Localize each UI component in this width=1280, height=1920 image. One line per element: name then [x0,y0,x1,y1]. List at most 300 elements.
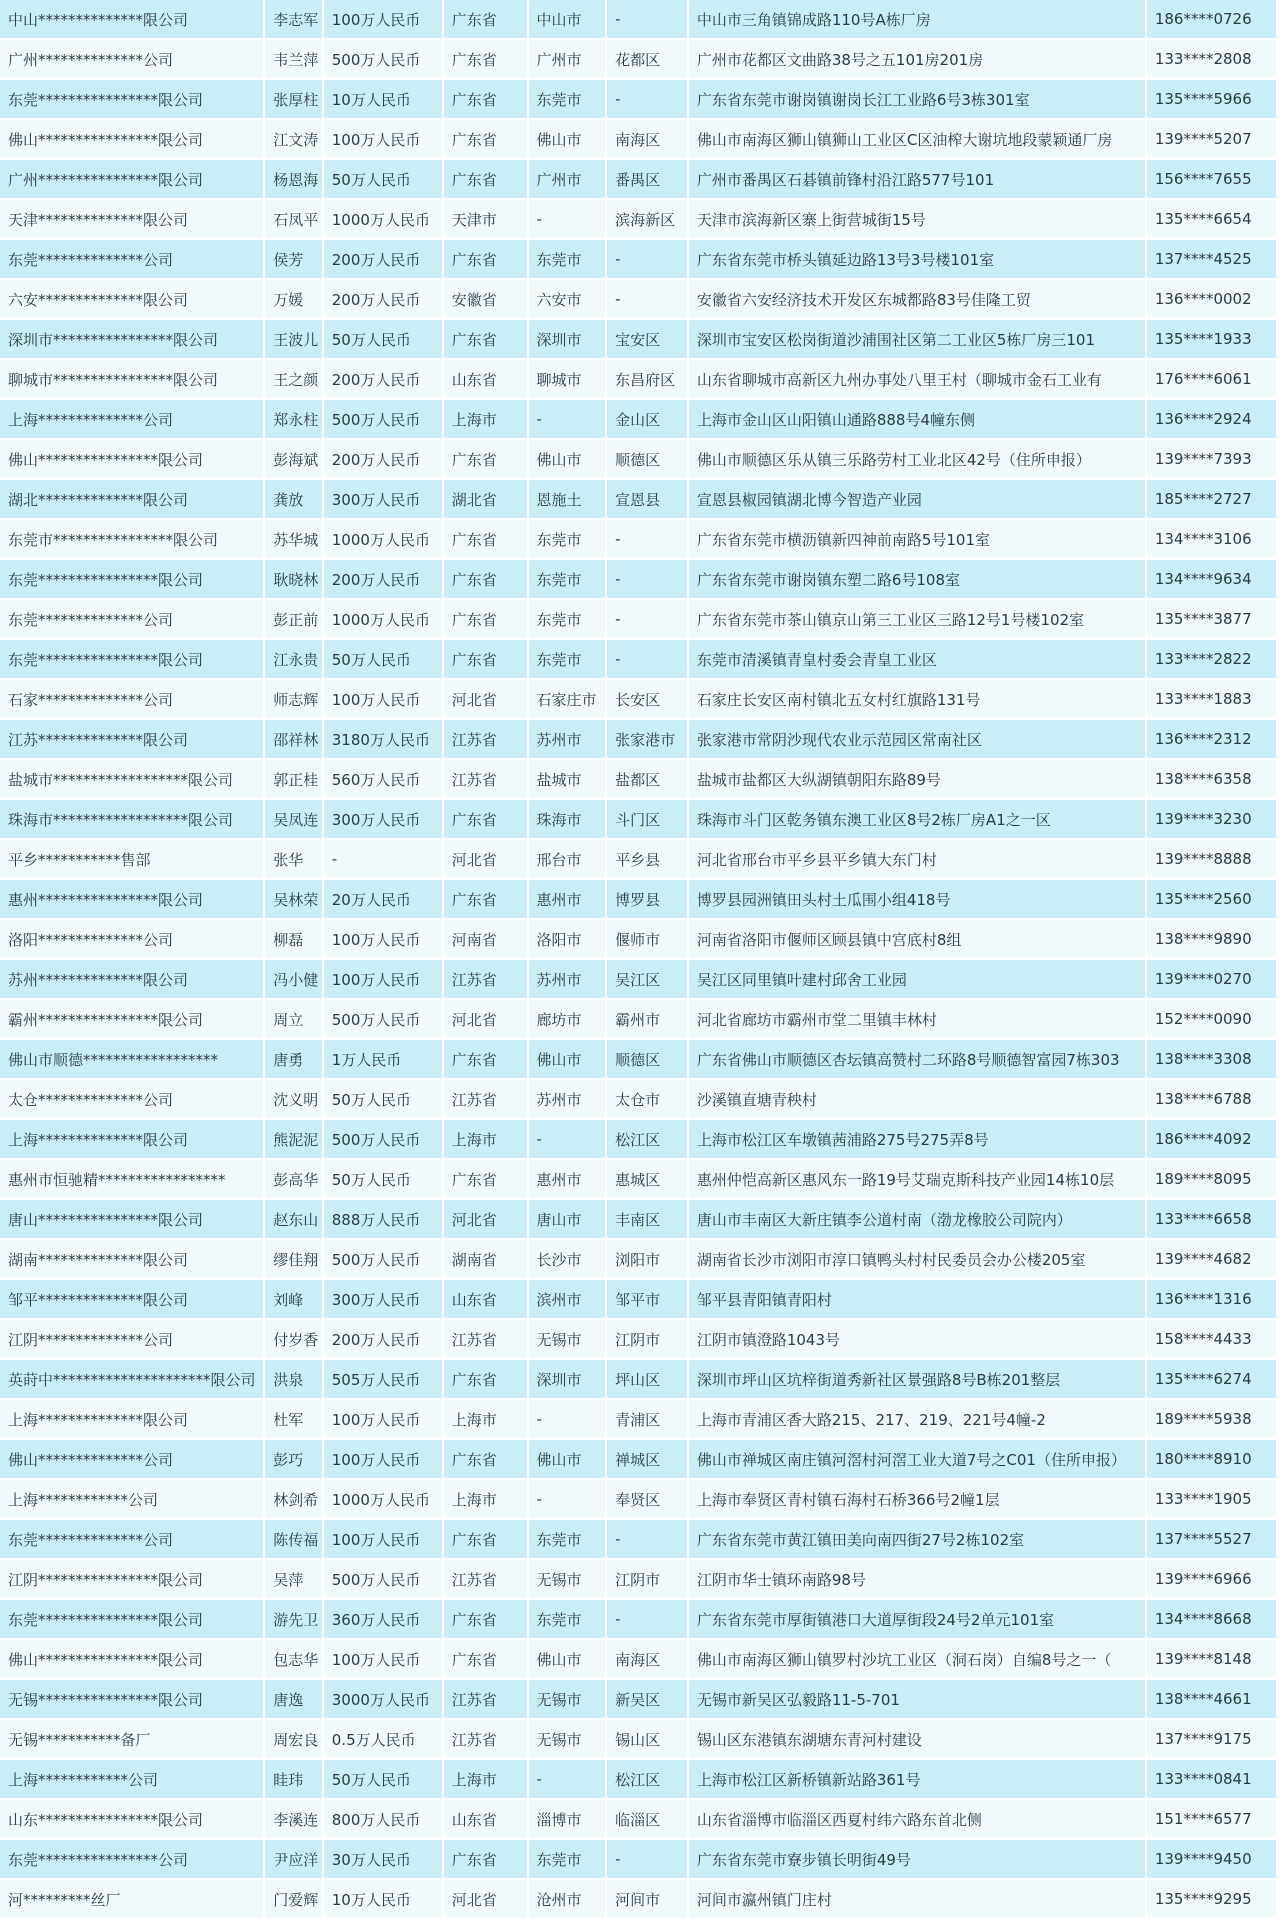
address-cell: 江阴市华士镇环南路98号 [689,1560,1145,1600]
company-name-cell: 佛山市顺德****************** [0,1040,263,1080]
district-cell: 松江区 [607,1120,687,1160]
district-cell: - [607,640,687,680]
phone-cell: 139****0270 [1147,960,1276,1000]
phone-cell: 133****2808 [1147,40,1276,80]
registered-capital-cell: 200万人民币 [324,280,442,320]
contact-name-cell: 杨恩海 [265,160,321,200]
province-cell: 河南省 [444,920,527,960]
contact-name-cell: 缪佳翔 [265,1240,321,1280]
table-row [0,1880,1276,1920]
city-cell: - [529,1760,606,1800]
city-cell: 廊坊市 [529,1000,606,1040]
address-cell: 河北省廊坊市霸州市堂二里镇丰林村 [689,1000,1145,1040]
table-row [0,520,1276,560]
company-name-cell: 广州****************限公司 [0,160,263,200]
contact-name-cell: 李溪连 [265,1800,321,1840]
phone-cell: 139****8148 [1147,1640,1276,1680]
registered-capital-cell: 500万人民币 [324,40,442,80]
city-cell: 无锡市 [529,1720,606,1760]
company-name-cell: 惠州市恒驰精***************** [0,1160,263,1200]
district-cell: 奉贤区 [607,1480,687,1520]
table-row [0,800,1276,840]
table-row [0,320,1276,360]
phone-cell: 136****2312 [1147,720,1276,760]
district-cell: 番禺区 [607,160,687,200]
contact-name-cell: 吴萍 [265,1560,321,1600]
table-row [0,80,1276,120]
province-cell: 湖北省 [444,480,527,520]
city-cell: 沧州市 [529,1880,606,1920]
address-cell: 东莞市清溪镇青皇村委会青皇工业区 [689,640,1145,680]
phone-cell: 176****6061 [1147,360,1276,400]
city-cell: 邢台市 [529,840,606,880]
address-cell: 河间市瀛州镇门庄村 [689,1880,1145,1920]
district-cell: 金山区 [607,400,687,440]
contact-name-cell: 王之颜 [265,360,321,400]
phone-cell: 136****1316 [1147,1280,1276,1320]
phone-cell: 139****6966 [1147,1560,1276,1600]
city-cell: 东莞市 [529,640,606,680]
district-cell: 斗门区 [607,800,687,840]
contact-name-cell: 冯小健 [265,960,321,1000]
district-cell: 坪山区 [607,1360,687,1400]
registered-capital-cell: 10万人民币 [324,1880,442,1920]
district-cell: - [607,1520,687,1560]
district-cell: - [607,600,687,640]
phone-cell: 189****5938 [1147,1400,1276,1440]
province-cell: 广东省 [444,120,527,160]
contact-name-cell: 柳磊 [265,920,321,960]
address-cell: 广州市番禺区石碁镇前锋村沿江路577号101 [689,160,1145,200]
registered-capital-cell: 200万人民币 [324,240,442,280]
city-cell: - [529,1400,606,1440]
contact-name-cell: 师志辉 [265,680,321,720]
province-cell: 广东省 [444,240,527,280]
contact-name-cell: 郑永柱 [265,400,321,440]
registered-capital-cell: 300万人民币 [324,1280,442,1320]
company-name-cell: 六安**************限公司 [0,280,263,320]
province-cell: 山东省 [444,360,527,400]
city-cell: 东莞市 [529,1840,606,1880]
province-cell: 上海市 [444,1760,527,1800]
district-cell: - [607,280,687,320]
province-cell: 广东省 [444,80,527,120]
district-cell: 丰南区 [607,1200,687,1240]
address-cell: 广东省东莞市谢岗镇谢岗长江工业路6号3栋301室 [689,80,1145,120]
table-row [0,1320,1276,1360]
phone-cell: 158****4433 [1147,1320,1276,1360]
district-cell: 锡山区 [607,1720,687,1760]
table-row [0,1560,1276,1600]
registered-capital-cell: 888万人民币 [324,1200,442,1240]
province-cell: 河北省 [444,680,527,720]
address-cell: 广东省东莞市桥头镇延边路13号3号楼101室 [689,240,1145,280]
phone-cell: 156****7655 [1147,160,1276,200]
address-cell: 唐山市丰南区大新庄镇李公道村南（渤龙橡胶公司院内） [689,1200,1145,1240]
province-cell: 安徽省 [444,280,527,320]
address-cell: 深圳市宝安区松岗街道沙浦围社区第二工业区5栋厂房三101 [689,320,1145,360]
contact-name-cell: 唐逸 [265,1680,321,1720]
city-cell: 广州市 [529,40,606,80]
table-row [0,1400,1276,1440]
table-row [0,1160,1276,1200]
province-cell: 江苏省 [444,1560,527,1600]
address-cell: 上海市奉贤区青村镇石海村石桥366号2幢1层 [689,1480,1145,1520]
province-cell: 广东省 [444,1520,527,1560]
company-name-cell: 东莞****************限公司 [0,560,263,600]
province-cell: 广东省 [444,1040,527,1080]
address-cell: 广东省东莞市黄江镇田美向南四街27号2栋102室 [689,1520,1145,1560]
company-name-cell: 佛山****************限公司 [0,120,263,160]
registered-capital-cell: 3000万人民币 [324,1680,442,1720]
phone-cell: 185****2727 [1147,480,1276,520]
company-name-cell: 佛山****************限公司 [0,1640,263,1680]
phone-cell: 133****1905 [1147,1480,1276,1520]
contact-name-cell: 彭海斌 [265,440,321,480]
company-name-cell: 无锡***********备厂 [0,1720,263,1760]
address-cell: 佛山市顺德区乐从镇三乐路劳村工业北区42号（住所申报） [689,440,1145,480]
phone-cell: 186****4092 [1147,1120,1276,1160]
company-name-cell: 上海**************限公司 [0,1120,263,1160]
province-cell: 上海市 [444,400,527,440]
phone-cell: 151****6577 [1147,1800,1276,1840]
table-row [0,720,1276,760]
contact-name-cell: 江永贵 [265,640,321,680]
company-name-cell: 平乡***********售部 [0,840,263,880]
city-cell: 东莞市 [529,1600,606,1640]
district-cell: 张家港市 [607,720,687,760]
company-name-cell: 唐山****************限公司 [0,1200,263,1240]
city-cell: 广州市 [529,160,606,200]
registered-capital-cell: 50万人民币 [324,1080,442,1120]
district-cell: 花都区 [607,40,687,80]
company-name-cell: 佛山**************公司 [0,1440,263,1480]
table-row [0,480,1276,520]
registered-capital-cell: 1000万人民币 [324,200,442,240]
registered-capital-cell: 50万人民币 [324,1160,442,1200]
company-name-cell: 东莞****************限公司 [0,640,263,680]
district-cell: 平乡县 [607,840,687,880]
company-name-cell: 苏州**************限公司 [0,960,263,1000]
company-name-cell: 天津**************限公司 [0,200,263,240]
table-row [0,240,1276,280]
district-cell: 偃师市 [607,920,687,960]
province-cell: 江苏省 [444,1680,527,1720]
contact-name-cell: 侯芳 [265,240,321,280]
province-cell: 广东省 [444,1840,527,1880]
district-cell: 河间市 [607,1880,687,1920]
phone-cell: 139****3230 [1147,800,1276,840]
city-cell: 无锡市 [529,1560,606,1600]
province-cell: 广东省 [444,800,527,840]
city-cell: 东莞市 [529,240,606,280]
contact-name-cell: 付岁香 [265,1320,321,1360]
contact-name-cell: 彭高华 [265,1160,321,1200]
company-name-cell: 上海************公司 [0,1760,263,1800]
district-cell: 青浦区 [607,1400,687,1440]
district-cell: - [607,240,687,280]
phone-cell: 133****6658 [1147,1200,1276,1240]
company-name-cell: 聊城市****************限公司 [0,360,263,400]
province-cell: 江苏省 [444,1320,527,1360]
province-cell: 河北省 [444,840,527,880]
registered-capital-cell: 1000万人民币 [324,520,442,560]
company-name-cell: 江苏**************限公司 [0,720,263,760]
province-cell: 广东省 [444,520,527,560]
registered-capital-cell: 1000万人民币 [324,600,442,640]
table-row [0,1760,1276,1800]
city-cell: 珠海市 [529,800,606,840]
province-cell: 河北省 [444,1880,527,1920]
district-cell: - [607,1600,687,1640]
city-cell: - [529,1480,606,1520]
address-cell: 广东省东莞市横沥镇新四神前南路5号101室 [689,520,1145,560]
phone-cell: 189****8095 [1147,1160,1276,1200]
company-name-cell: 广州**************公司 [0,40,263,80]
province-cell: 上海市 [444,1480,527,1520]
contact-name-cell: 赵东山 [265,1200,321,1240]
city-cell: 佛山市 [529,1440,606,1480]
registered-capital-cell: - [324,840,442,880]
table-row [0,1720,1276,1760]
registered-capital-cell: 100万人民币 [324,0,442,40]
registered-capital-cell: 50万人民币 [324,640,442,680]
registered-capital-cell: 100万人民币 [324,680,442,720]
table-row [0,1480,1276,1520]
contact-name-cell: 林剑希 [265,1480,321,1520]
table-row [0,1240,1276,1280]
phone-cell: 152****0090 [1147,1000,1276,1040]
address-cell: 宣恩县椒园镇湖北博今智造产业园 [689,480,1145,520]
phone-cell: 133****1883 [1147,680,1276,720]
registered-capital-cell: 0.5万人民币 [324,1720,442,1760]
city-cell: 东莞市 [529,520,606,560]
registered-capital-cell: 50万人民币 [324,320,442,360]
table-row [0,560,1276,600]
registered-capital-cell: 3180万人民币 [324,720,442,760]
address-cell: 安徽省六安经济技术开发区东城都路83号佳隆工贸 [689,280,1145,320]
company-name-cell: 河*********丝厂 [0,1880,263,1920]
city-cell: 苏州市 [529,720,606,760]
table-row [0,1120,1276,1160]
table-row [0,640,1276,680]
province-cell: 上海市 [444,1120,527,1160]
address-cell: 广东省佛山市顺德区杏坛镇高赞村二环路8号顺德智富园7栋303 [689,1040,1145,1080]
province-cell: 江苏省 [444,960,527,1000]
province-cell: 广东省 [444,880,527,920]
district-cell: 临淄区 [607,1800,687,1840]
address-cell: 佛山市南海区狮山镇罗村沙坑工业区（洞石岗）自编8号之一（ [689,1640,1145,1680]
table-row [0,360,1276,400]
registered-capital-cell: 100万人民币 [324,1520,442,1560]
registered-capital-cell: 10万人民币 [324,80,442,120]
address-cell: 天津市滨海新区寨上街营城街15号 [689,200,1145,240]
address-cell: 上海市松江区车墩镇茜浦路275号275弄8号 [689,1120,1145,1160]
registered-capital-cell: 100万人民币 [324,1640,442,1680]
registered-capital-cell: 300万人民币 [324,480,442,520]
table-row [0,280,1276,320]
address-cell: 沙溪镇直塘青秧村 [689,1080,1145,1120]
address-cell: 上海市金山区山阳镇山通路888号4幢东侧 [689,400,1145,440]
district-cell: 新吴区 [607,1680,687,1720]
table-row [0,440,1276,480]
table-row [0,1840,1276,1880]
company-name-cell: 东莞****************限公司 [0,1600,263,1640]
contact-name-cell: 江文涛 [265,120,321,160]
city-cell: 东莞市 [529,600,606,640]
city-cell: 中山市 [529,0,606,40]
city-cell: 苏州市 [529,960,606,1000]
district-cell: 顺德区 [607,1040,687,1080]
registered-capital-cell: 1000万人民币 [324,1480,442,1520]
phone-cell: 135****6274 [1147,1360,1276,1400]
city-cell: - [529,400,606,440]
contact-name-cell: 张华 [265,840,321,880]
province-cell: 河北省 [444,1000,527,1040]
city-cell: 恩施土 [529,480,606,520]
address-cell: 佛山市南海区狮山镇狮山工业区C区油榨大谢坑地段蒙颖通厂房 [689,120,1145,160]
district-cell: 南海区 [607,120,687,160]
table-row [0,1000,1276,1040]
company-name-cell: 无锡****************限公司 [0,1680,263,1720]
province-cell: 山东省 [444,1280,527,1320]
table-row [0,1520,1276,1560]
table-row [0,400,1276,440]
phone-cell: 139****5207 [1147,120,1276,160]
address-cell: 博罗县园洲镇田头村土瓜围小组418号 [689,880,1145,920]
registered-capital-cell: 50万人民币 [324,1760,442,1800]
contact-name-cell: 熊泥泥 [265,1120,321,1160]
city-cell: 淄博市 [529,1800,606,1840]
company-name-cell: 中山**************限公司 [0,0,263,40]
city-cell: 深圳市 [529,1360,606,1400]
address-cell: 广东省东莞市寮步镇长明街49号 [689,1840,1145,1880]
phone-cell: 138****6358 [1147,760,1276,800]
company-name-cell: 上海**************限公司 [0,1400,263,1440]
company-name-cell: 湖北**************限公司 [0,480,263,520]
contact-name-cell: 周宏良 [265,1720,321,1760]
company-name-cell: 山东****************限公司 [0,1800,263,1840]
phone-cell: 138****6788 [1147,1080,1276,1120]
table-row [0,960,1276,1000]
registered-capital-cell: 500万人民币 [324,400,442,440]
city-cell: 佛山市 [529,1040,606,1080]
address-cell: 盐城市盐都区大纵湖镇朝阳东路89号 [689,760,1145,800]
table-row [0,1640,1276,1680]
province-cell: 广东省 [444,600,527,640]
address-cell: 山东省淄博市临淄区西夏村纬六路东首北侧 [689,1800,1145,1840]
city-cell: 佛山市 [529,440,606,480]
phone-cell: 136****2924 [1147,400,1276,440]
address-cell: 上海市松江区新桥镇新站路361号 [689,1760,1145,1800]
registered-capital-cell: 500万人民币 [324,1120,442,1160]
registered-capital-cell: 500万人民币 [324,1560,442,1600]
district-cell: 东昌府区 [607,360,687,400]
phone-cell: 133****2822 [1147,640,1276,680]
company-name-cell: 江阴**************公司 [0,1320,263,1360]
phone-cell: 139****4682 [1147,1240,1276,1280]
company-name-cell: 上海************公司 [0,1480,263,1520]
contact-name-cell: 吴林荣 [265,880,321,920]
contact-name-cell: 王波儿 [265,320,321,360]
city-cell: 唐山市 [529,1200,606,1240]
address-cell: 河南省洛阳市偃师区顾县镇中宫底村8组 [689,920,1145,960]
address-cell: 惠州仲恺高新区惠风东一路19号艾瑞克斯科技产业园14栋10层 [689,1160,1145,1200]
address-cell: 江阴市镇澄路1043号 [689,1320,1145,1360]
address-cell: 上海市青浦区香大路215、217、219、221号4幢-2 [689,1400,1145,1440]
contact-name-cell: 沈义明 [265,1080,321,1120]
province-cell: 广东省 [444,1160,527,1200]
registered-capital-cell: 30万人民币 [324,1840,442,1880]
province-cell: 广东省 [444,1360,527,1400]
district-cell: - [607,560,687,600]
company-name-cell: 邹平**************限公司 [0,1280,263,1320]
company-name-cell: 东莞**************公司 [0,240,263,280]
company-name-cell: 洛阳**************公司 [0,920,263,960]
address-cell: 张家港市常阴沙现代农业示范园区常南社区 [689,720,1145,760]
address-cell: 佛山市禅城区南庄镇河滘村河滘工业大道7号之C01（住所申报） [689,1440,1145,1480]
province-cell: 广东省 [444,1640,527,1680]
province-cell: 广东省 [444,560,527,600]
table-row [0,1040,1276,1080]
phone-cell: 133****0841 [1147,1760,1276,1800]
address-cell: 锡山区东港镇东湖塘东青河村建设 [689,1720,1145,1760]
address-cell: 石家庄长安区南村镇北五女村红旗路131号 [689,680,1145,720]
contact-name-cell: 尹应洋 [265,1840,321,1880]
city-cell: 深圳市 [529,320,606,360]
district-cell: 博罗县 [607,880,687,920]
address-cell: 广东省东莞市厚街镇港口大道厚街段24号2单元101室 [689,1600,1145,1640]
contact-name-cell: 杜军 [265,1400,321,1440]
table-row [0,1200,1276,1240]
table-row [0,40,1276,80]
contact-name-cell: 游先卫 [265,1600,321,1640]
contact-name-cell: 刘峰 [265,1280,321,1320]
company-name-cell: 东莞**************公司 [0,1520,263,1560]
district-cell: 宣恩县 [607,480,687,520]
contact-name-cell: 唐勇 [265,1040,321,1080]
city-cell: 长沙市 [529,1240,606,1280]
registered-capital-cell: 100万人民币 [324,920,442,960]
district-cell: - [607,520,687,560]
province-cell: 广东省 [444,640,527,680]
table-row [0,1600,1276,1640]
table-row [0,760,1276,800]
registered-capital-cell: 200万人民币 [324,360,442,400]
address-cell: 河北省邢台市平乡县平乡镇大东门村 [689,840,1145,880]
phone-cell: 134****8668 [1147,1600,1276,1640]
registered-capital-cell: 560万人民币 [324,760,442,800]
address-cell: 无锡市新吴区弘毅路11-5-701 [689,1680,1145,1720]
table-row [0,1360,1276,1400]
district-cell: 太仓市 [607,1080,687,1120]
contact-name-cell: 眭玮 [265,1760,321,1800]
phone-cell: 135****9295 [1147,1880,1276,1920]
province-cell: 上海市 [444,1400,527,1440]
province-cell: 江苏省 [444,760,527,800]
district-cell: 浏阳市 [607,1240,687,1280]
city-cell: 石家庄市 [529,680,606,720]
registered-capital-cell: 300万人民币 [324,800,442,840]
district-cell: 宝安区 [607,320,687,360]
company-name-cell: 东莞**************公司 [0,600,263,640]
table-row [0,160,1276,200]
phone-cell: 136****0002 [1147,280,1276,320]
city-cell: 惠州市 [529,880,606,920]
company-name-cell: 湖南**************限公司 [0,1240,263,1280]
contact-name-cell: 万媛 [265,280,321,320]
phone-cell: 138****3308 [1147,1040,1276,1080]
